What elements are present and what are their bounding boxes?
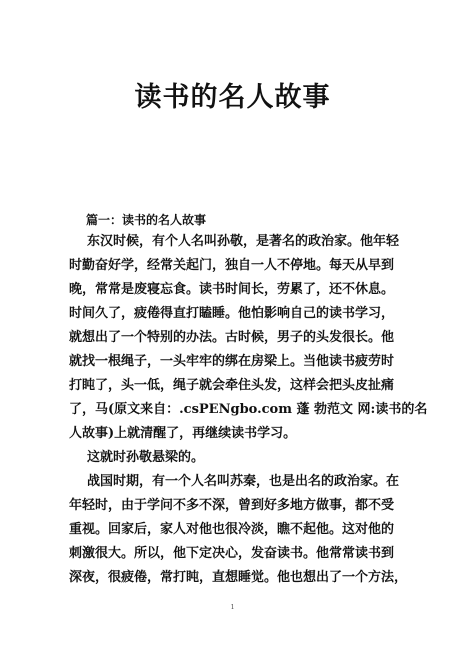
paragraph-line: 打盹了，头一低，绳子就会牵住头发，这样会把头皮扯痛 bbox=[69, 378, 395, 393]
paragraph-line: 战国时期，有一个人名叫苏秦，也是出名的政治家。在 bbox=[87, 474, 400, 489]
paragraph-line: 就找一根绳子，一头牢牢的绑在房梁上。当他读书疲劳时 bbox=[69, 354, 395, 369]
paragraph-line: 就想出了一个特别的办法。古时候，男子的头发很长。他 bbox=[69, 330, 395, 345]
document-title: 读书的名人故事 bbox=[134, 82, 331, 113]
paragraph-line: 重视。回家后，家人对他也很冷淡，瞧不起他。这对他的 bbox=[69, 522, 395, 537]
paragraph-line: 晚，常常是废寝忘食。读书时间长，劳累了，还不休息。 bbox=[69, 282, 395, 297]
paragraph-line: 了，马(原文来自：.csPENgbo.com 蓬 勃范文 网:读书的名 bbox=[69, 402, 428, 417]
paragraph-line: 时间久了，疲倦得直打瞌睡。他怕影响自己的读书学习， bbox=[69, 306, 395, 321]
paragraph-line: 时勤奋好学，经常关起门，独自一人不停地。每天从早到 bbox=[69, 258, 395, 273]
paragraph-line: 年轻时，由于学问不多不深，曾到好多地方做事，都不受 bbox=[69, 498, 395, 513]
paragraph-line: 深夜，很疲倦，常打盹，直想睡觉。他也想出了一个方法， bbox=[69, 570, 408, 585]
section-heading: 篇一：读书的名人故事 bbox=[86, 213, 207, 227]
paragraph-line: 东汉时候，有个人名叫孙敬，是著名的政治家。他年轻 bbox=[87, 234, 400, 249]
page-number: 1 bbox=[230, 604, 235, 611]
paragraph-line: 人故事)上就清醒了，再继续读书学习。 bbox=[69, 426, 297, 441]
paragraph-line: 刺激很大。所以，他下定决心，发奋读书。他常常读书到 bbox=[69, 546, 395, 561]
paragraph-line: 这就时孙敬悬梁的。 bbox=[87, 450, 205, 465]
